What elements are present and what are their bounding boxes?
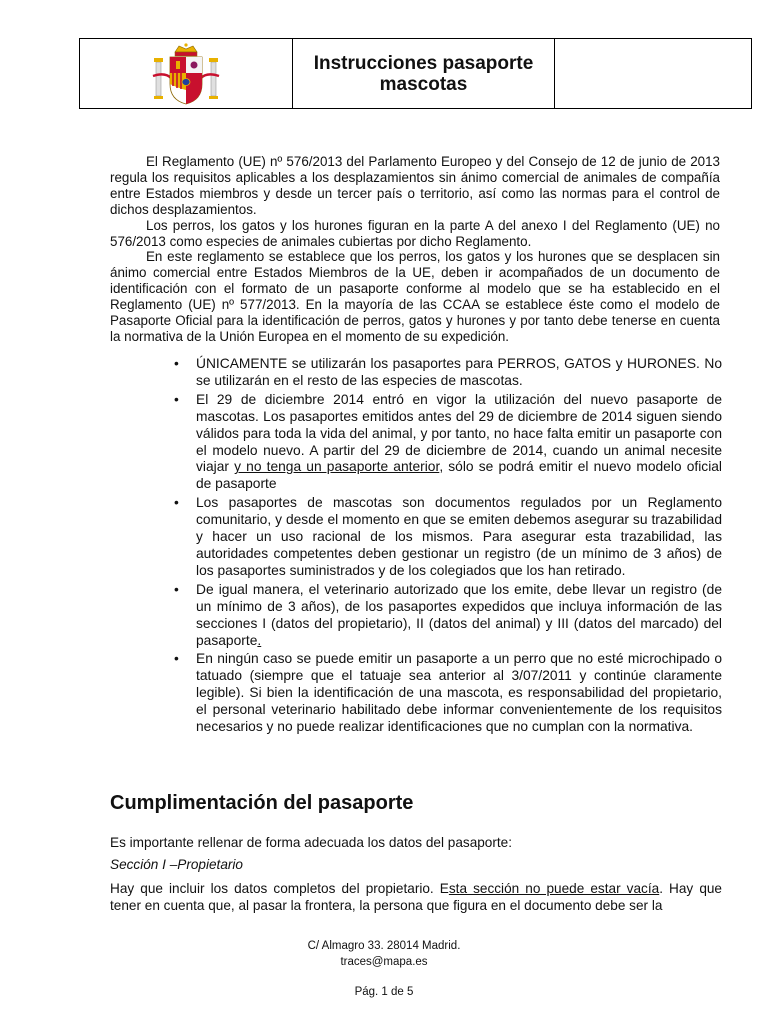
list-item: [174, 356, 722, 390]
list-item: [174, 582, 722, 650]
requirements-list: [174, 356, 722, 738]
underlined-text: .: [257, 632, 262, 648]
list-item-text: ÚNICAMENTE se utilizarán los pasaportes para PERROS, GATOS y HURONES. No se utilizarán en el resto de las especies de mascotas.: [196, 356, 722, 388]
list-item-text: Los pasaportes de mascotas son documentos regulados por un Reglamento comunitario, y desde el momento en que se emiten debemos asegurar su trazabilidad y hacer un uso racional de los mismos. Para asegurar esta trazabilidad, las autoridades competentes deben gestionar un registro (de un mínimo de 3 años) de los pasaportes suministrados y de los colegiados que los han retirado.: [196, 495, 722, 578]
underlined-text: y no tenga un pasaporte anterior: [234, 459, 440, 475]
section-subheading: Sección I –Propietario: [110, 857, 243, 872]
section-heading: Cumplimentación del pasaporte: [110, 792, 414, 814]
section-intro: Es importante rellenar de forma adecuada los datos del pasaporte:: [110, 835, 513, 850]
list-item-text: , sólo se podrá emitir el nuevo modelo oficial de pasaporte: [196, 459, 722, 492]
intro-section: [110, 154, 720, 345]
list-item-text: En ningún caso se puede emitir un pasaporte a un perro que no esté microchipado o tatuado (siempre que el tatuaje sea anterior al 3/07/2011 y continúe claramente legible). Si bien la identificación de una mascota, es responsabilidad del propietario, el personal veterinario habilitado debe informar convenientemente de los requisitos necesarios y no puede realizar identificaciones que no cumplan con la normativa.: [196, 651, 722, 735]
paragraph-text: Hay que incluir los datos completos del propietario. E: [110, 881, 449, 896]
coat-of-arms-cell: [80, 39, 293, 108]
list-item: [174, 495, 722, 580]
list-item-text: El 29 de diciembre 2014 entró en vigor la utilización del nuevo pasaporte de mascotas. Los pasaportes emitidos antes del 29 de diciembre de 2014 siguen siendo válidos para toda la vida del animal, y por tanto, no hace falta emitir un pasaporte con el modelo nuevo. A partir del 29 de diciembre de 2014, cuando un animal necesite viajar: [196, 391, 722, 475]
document-title: Instrucciones pasaporte mascotas: [293, 39, 555, 108]
header-table: [79, 38, 752, 109]
footer-email: traces@mapa.es: [340, 956, 428, 968]
paragraph-text: . Hay que tener en cuenta que, al pasar la frontera, la persona que figura en el documento debe ser la: [110, 881, 722, 913]
intro-paragraph-3: En este reglamento se establece que los perros, los gatos y los hurones que se desplacen sin ánimo comercial entre Estados Miembros de la UE, deben ir acompañados de un documento de identificación con el formato de un pasaporte conforme al modelo que se ha establecido en el Reglamento (UE) nº 577/2013. En la mayoría de las CCAA se establece éste como el modelo de Pasaporte Oficial para la identificación de perros, gatos y hurones y por tanto debe tenerse en cuenta la normativa de la Unión Europea en el momento de su expedición.: [110, 249, 720, 344]
list-item-text: De igual manera, el veterinario autorizado que los emite, debe llevar un registro (de un mínimo de 3 años), de los pasaportes expedidos que incluya información de las secciones I (datos del propietario), II (datos del animal) y III (datos del marcado) del pasaporte: [196, 581, 722, 648]
intro-paragraph-2: Los perros, los gatos y los hurones figuran en la parte A del anexo I del Reglamento (UE) no 576/2013 como especies de animales cubiertas por dicho Reglamento.: [110, 217, 720, 249]
spain-coat-of-arms-icon: [151, 42, 221, 106]
page-number: Pág. 1 de 5: [354, 986, 414, 998]
intro-paragraph-1: El Reglamento (UE) nº 576/2013 del Parlamento Europeo y del Consejo de 12 de junio de 2013 regula los requisitos aplicables a los desplazamientos sin ánimo comercial de animales de compañía entre Estados miembros y desde un tercer país o territorio, así como las normas para el control de dichos desplazamientos.: [110, 154, 720, 217]
list-item: [174, 392, 722, 493]
owner-paragraph: [110, 880, 722, 914]
empty-header-cell: [555, 39, 751, 108]
underlined-text: sta sección no puede estar vacía: [448, 881, 660, 896]
footer-address: C/ Almagro 33. 28014 Madrid.: [307, 940, 461, 952]
list-item: [174, 651, 722, 736]
